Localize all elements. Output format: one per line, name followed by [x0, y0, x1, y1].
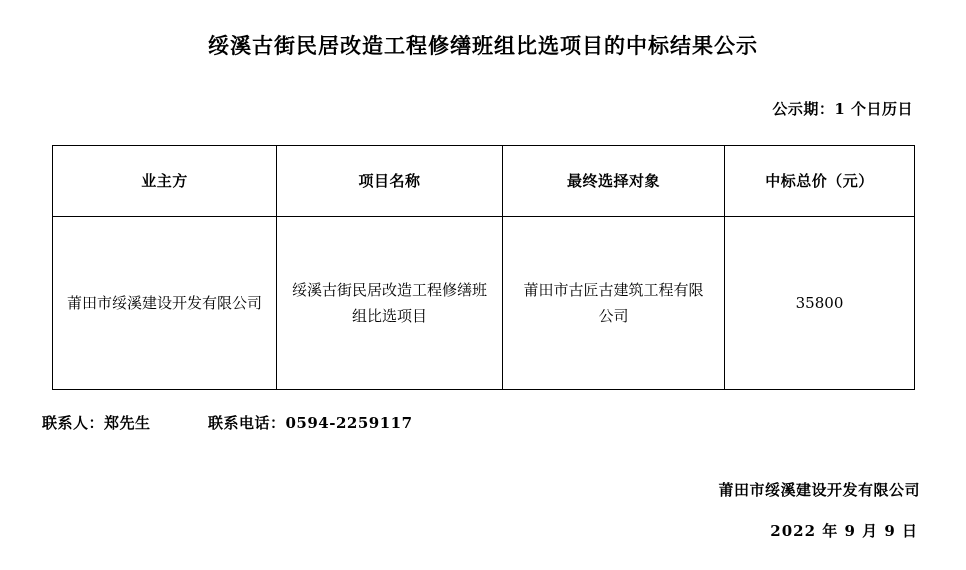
- contact-person: 联系人：郑先生: [42, 414, 151, 432]
- cell-owner: 莆田市绥溪建设开发有限公司: [53, 217, 277, 390]
- table-row: [53, 217, 915, 390]
- page-title: 绥溪古街民居改造工程修缮班组比选项目的中标结果公示: [208, 33, 758, 58]
- cell-project-name: 绥溪古街民居改造工程修缮班组比选项目: [277, 217, 503, 390]
- column-header-owner: 业主方: [53, 146, 277, 217]
- column-header-project-name: 项目名称: [277, 146, 503, 217]
- contact-phone: 联系电话：0594-2259117: [207, 414, 413, 432]
- result-table-wrapper: [52, 145, 914, 390]
- signature-organization: 莆田市绥溪建设开发有限公司: [718, 481, 920, 499]
- column-header-winning-price: 中标总价（元）: [725, 146, 915, 217]
- notice-period: 公示期：1 个日历日: [772, 100, 913, 118]
- cell-winning-price: 35800: [725, 217, 915, 390]
- document-page: [0, 30, 966, 570]
- column-header-selected-party: 最终选择对象: [503, 146, 725, 217]
- signature-date: 2022 年 9 月 9 日: [770, 522, 918, 540]
- contact-line: [42, 412, 966, 433]
- bid-result-table: [52, 145, 915, 390]
- cell-selected-party: 莆田市古匠古建筑工程有限公司: [503, 217, 725, 390]
- table-header-row: [53, 146, 915, 217]
